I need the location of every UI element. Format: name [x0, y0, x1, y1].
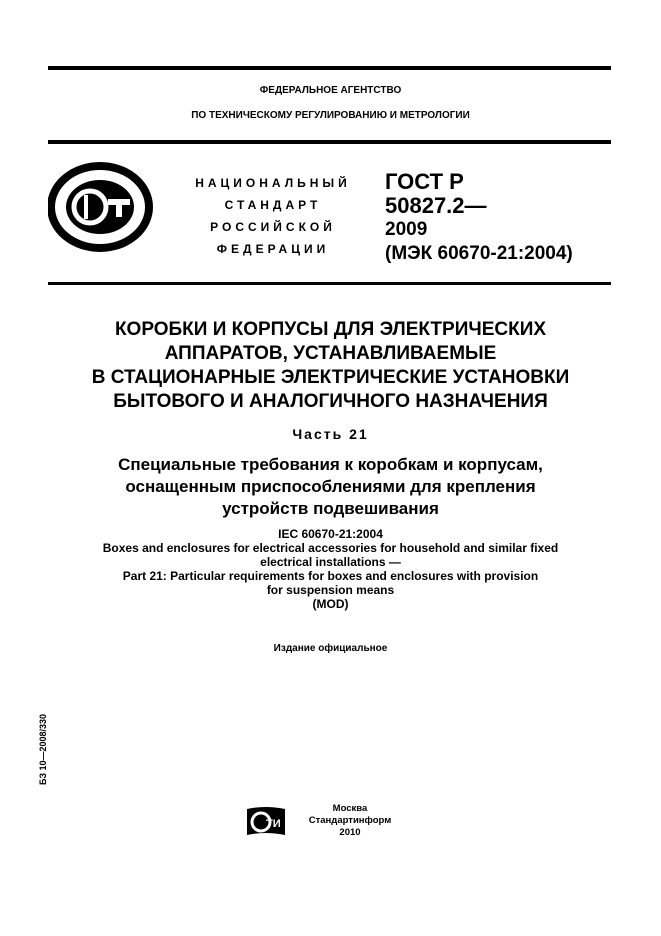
national-line: ФЕДЕРАЦИИ	[216, 242, 330, 256]
english-line: Part 21: Particular requirements for boxes and enclosures with provision	[122, 569, 539, 583]
standartinform-logo-icon	[245, 805, 287, 837]
header-rule	[48, 140, 611, 144]
edition-label: Издание официальное	[273, 643, 388, 654]
english-title	[40, 527, 621, 611]
national-standard-label	[178, 172, 368, 260]
english-line: electrical installations —	[260, 555, 401, 569]
gost-line: ГОСТ Р	[385, 169, 464, 194]
publisher-city: Москва	[332, 803, 368, 814]
gost-line: 2009	[385, 219, 428, 240]
gost-designation	[385, 170, 573, 266]
subtitle-line: устройств подвешивания	[222, 499, 439, 518]
publisher-year: 2010	[339, 827, 361, 838]
top-rule	[48, 66, 611, 70]
publisher-info	[290, 803, 410, 839]
svg-text:ТИ: ТИ	[266, 818, 281, 830]
title-line: АППАРАТОВ, УСТАНАВЛИВАЕМЫЕ	[164, 343, 497, 364]
title-line: В СТАЦИОНАРНЫЕ ЭЛЕКТРИЧЕСКИЕ УСТАНОВКИ	[91, 367, 570, 388]
english-line: IEC 60670-21:2004	[278, 527, 383, 541]
national-line: СТАНДАРТ	[224, 198, 322, 212]
document-title	[40, 318, 621, 414]
national-line: РОССИЙСКОЙ	[210, 220, 336, 234]
english-line: for suspension means	[266, 583, 395, 597]
subtitle-line: Специальные требования к коробкам и корпусам,	[118, 455, 543, 474]
national-line: НАЦИОНАЛЬНЫЙ	[195, 176, 351, 190]
subtitle-line: оснащенным приспособлениями для крепления	[125, 477, 536, 496]
bz-code: БЗ 10—2008/330	[38, 713, 48, 785]
agency-line2: ПО ТЕХНИЧЕСКОМУ РЕГУЛИРОВАНИЮ И МЕТРОЛОГИИ	[191, 110, 470, 121]
english-line: Boxes and enclosures for electrical accessories for household and similar fixed	[102, 541, 559, 555]
subtitle	[40, 454, 621, 520]
part-label: Часть 21	[292, 426, 369, 442]
section-rule	[48, 282, 611, 285]
publisher-name: Стандартинформ	[308, 815, 392, 826]
agency-line1: ФЕДЕРАЛЬНОЕ АГЕНТСТВО	[259, 85, 402, 96]
title-line: КОРОБКИ И КОРПУСЫ ДЛЯ ЭЛЕКТРИЧЕСКИХ	[114, 319, 547, 340]
title-line: БЫТОВОГО И АНАЛОГИЧНОГО НАЗНАЧЕНИЯ	[113, 391, 548, 412]
english-line: (MOD)	[312, 597, 349, 611]
gost-line: 50827.2—	[385, 193, 487, 218]
rst-logo-icon	[48, 162, 153, 252]
gost-line: (МЭК 60670-21:2004)	[385, 243, 573, 264]
